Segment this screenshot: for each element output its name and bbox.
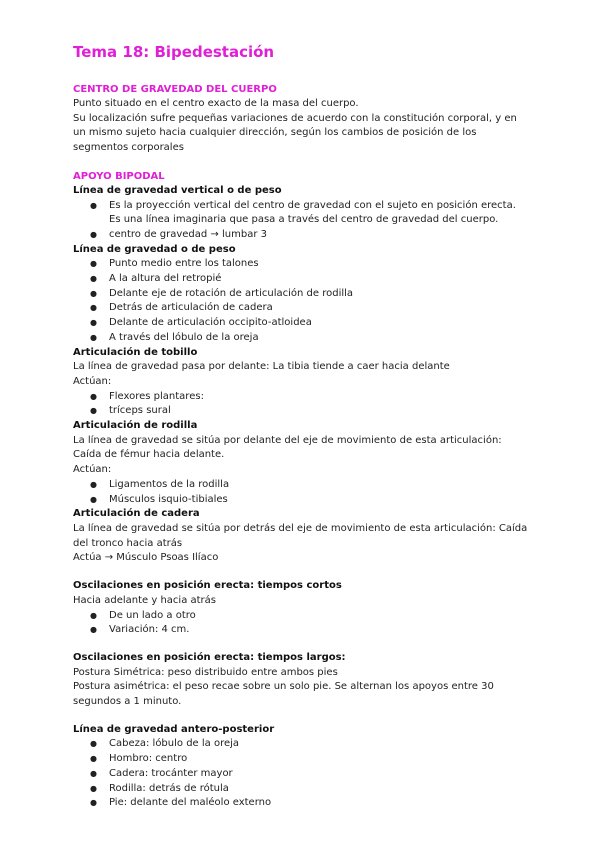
list-item [90,331,530,346]
list-item-text: Variación: 4 cm. [109,624,190,636]
list-item [90,623,530,638]
list-item-text: tríceps sural [109,405,171,417]
list-item-text: Hombro: centro [109,753,188,765]
bullet-list [73,478,530,507]
paragraph: Postura asimétrica: el peso recae sobre un solo pie. Se alternan los apoyos entre 30 segundos a 1 minuto. [73,681,494,708]
section-heading-centro: CENTRO DE GRAVEDAD DEL CUERPO [73,84,277,95]
subheading: Oscilaciones en posición erecta: tiempos cortos [73,580,342,592]
bullet-icon: ● [90,494,97,504]
bullet-icon: ● [90,783,97,793]
list-item-text: Detrás de articulación de cadera [109,302,273,314]
page-title: Tema 18: Bipedestación [73,43,275,61]
bullet-list [73,737,530,811]
paragraph: Hacia adelante y hacia atrás [73,594,216,606]
subheading: Línea de gravedad antero-posterior [73,723,275,735]
bullet-icon: ● [90,318,97,328]
list-item [90,767,530,782]
list-item [90,301,530,316]
subheading: Oscilaciones en posición erecta: tiempos largos: [73,651,346,663]
bullet-icon: ● [90,259,97,269]
list-item [90,257,530,272]
list-item-text: Delante de articulación occipito-atloidea [109,317,312,329]
bullet-icon: ● [90,754,97,764]
subheading: Articulación de tobillo [73,346,198,358]
paragraph: Actúan: [73,375,112,387]
list-item [90,609,530,624]
bullet-list [73,199,530,243]
bullet-icon: ● [90,229,97,239]
list-item-text: centro de gravedad → lumbar 3 [109,228,267,240]
list-item [90,287,530,302]
section-heading-apoyo: APOYO BIPODAL [73,170,165,182]
paragraph: La línea de gravedad pasa por delante: La tibia tiende a caer hacia delante [73,361,450,373]
list-item-text: De un lado a otro [109,609,196,621]
paragraph: Actúan: [73,464,112,476]
bullet-list [73,390,530,419]
paragraph: La línea de gravedad se sitúa por detrás del eje de movimiento de esta articulación: Caída del tronco hacia atrás [73,522,528,549]
list-item [90,493,530,508]
list-item-text: Flexores plantares: [109,390,204,402]
bullet-icon: ● [90,200,97,210]
list-item-text: Ligamentos de la rodilla [109,478,230,490]
list-item-text: Cadera: trocánter mayor [109,767,233,779]
list-item-text: Es la proyección vertical del centro de gravedad con el sujeto en posición erecta. Es una línea imaginaria que pasa a través del centro de gravedad del cuerpo. [109,199,516,226]
list-item [90,796,530,811]
list-item-text: Rodilla: detrás de rótula [109,782,229,794]
bullet-icon: ● [90,303,97,313]
bullet-icon: ● [90,332,97,342]
bullet-list [73,257,530,345]
bullet-list [73,609,530,638]
list-item [90,228,530,243]
subheading: Articulación de rodilla [73,420,198,432]
list-item [90,199,530,228]
bullet-icon: ● [90,391,97,401]
bullet-icon: ● [90,798,97,808]
subheading: Línea de gravedad vertical o de peso [73,184,282,196]
paragraph: Actúa → Músculo Psoas Ilíaco [73,552,219,564]
list-item-text: Punto medio entre los talones [109,258,259,270]
bullet-icon: ● [90,479,97,489]
list-item [90,272,530,287]
bullet-icon: ● [90,274,97,284]
subheading: Articulación de cadera [73,508,200,520]
list-item-text: A la altura del retropié [109,273,222,285]
list-item [90,782,530,797]
list-item [90,737,530,752]
list-item-text: A través del lóbulo de la oreja [109,331,259,343]
paragraph: La línea de gravedad se sitúa por delante del eje de movimiento de esta articulación: Caída de fémur hacia delante. [73,434,502,461]
list-item [90,390,530,405]
list-item-text: Cabeza: lóbulo de la oreja [109,738,240,750]
list-item [90,478,530,493]
paragraph: Postura Simétrica: peso distribuido entre ambos pies [73,666,338,678]
bullet-icon: ● [90,610,97,620]
bullet-icon: ● [90,739,97,749]
list-item [90,316,530,331]
bullet-icon: ● [90,288,97,298]
list-item [90,752,530,767]
list-item-text: Delante eje de rotación de articulación de rodilla [109,287,354,299]
list-item [90,404,530,419]
subheading: Línea de gravedad o de peso [73,243,236,255]
list-item-text: Músculos isquio-tibiales [109,493,228,505]
bullet-icon: ● [90,625,97,635]
list-item-text: Pie: delante del maléolo externo [109,797,272,809]
paragraph: Su localización sufre pequeñas variaciones de acuerdo con la constitución corporal, y en un mismo sujeto hacia cualquier dirección, según los cambios de posición de los segmentos corporales [73,112,517,154]
paragraph: Punto situado en el centro exacto de la masa del cuerpo. [73,98,359,109]
bullet-icon: ● [90,768,97,778]
bullet-icon: ● [90,406,97,416]
